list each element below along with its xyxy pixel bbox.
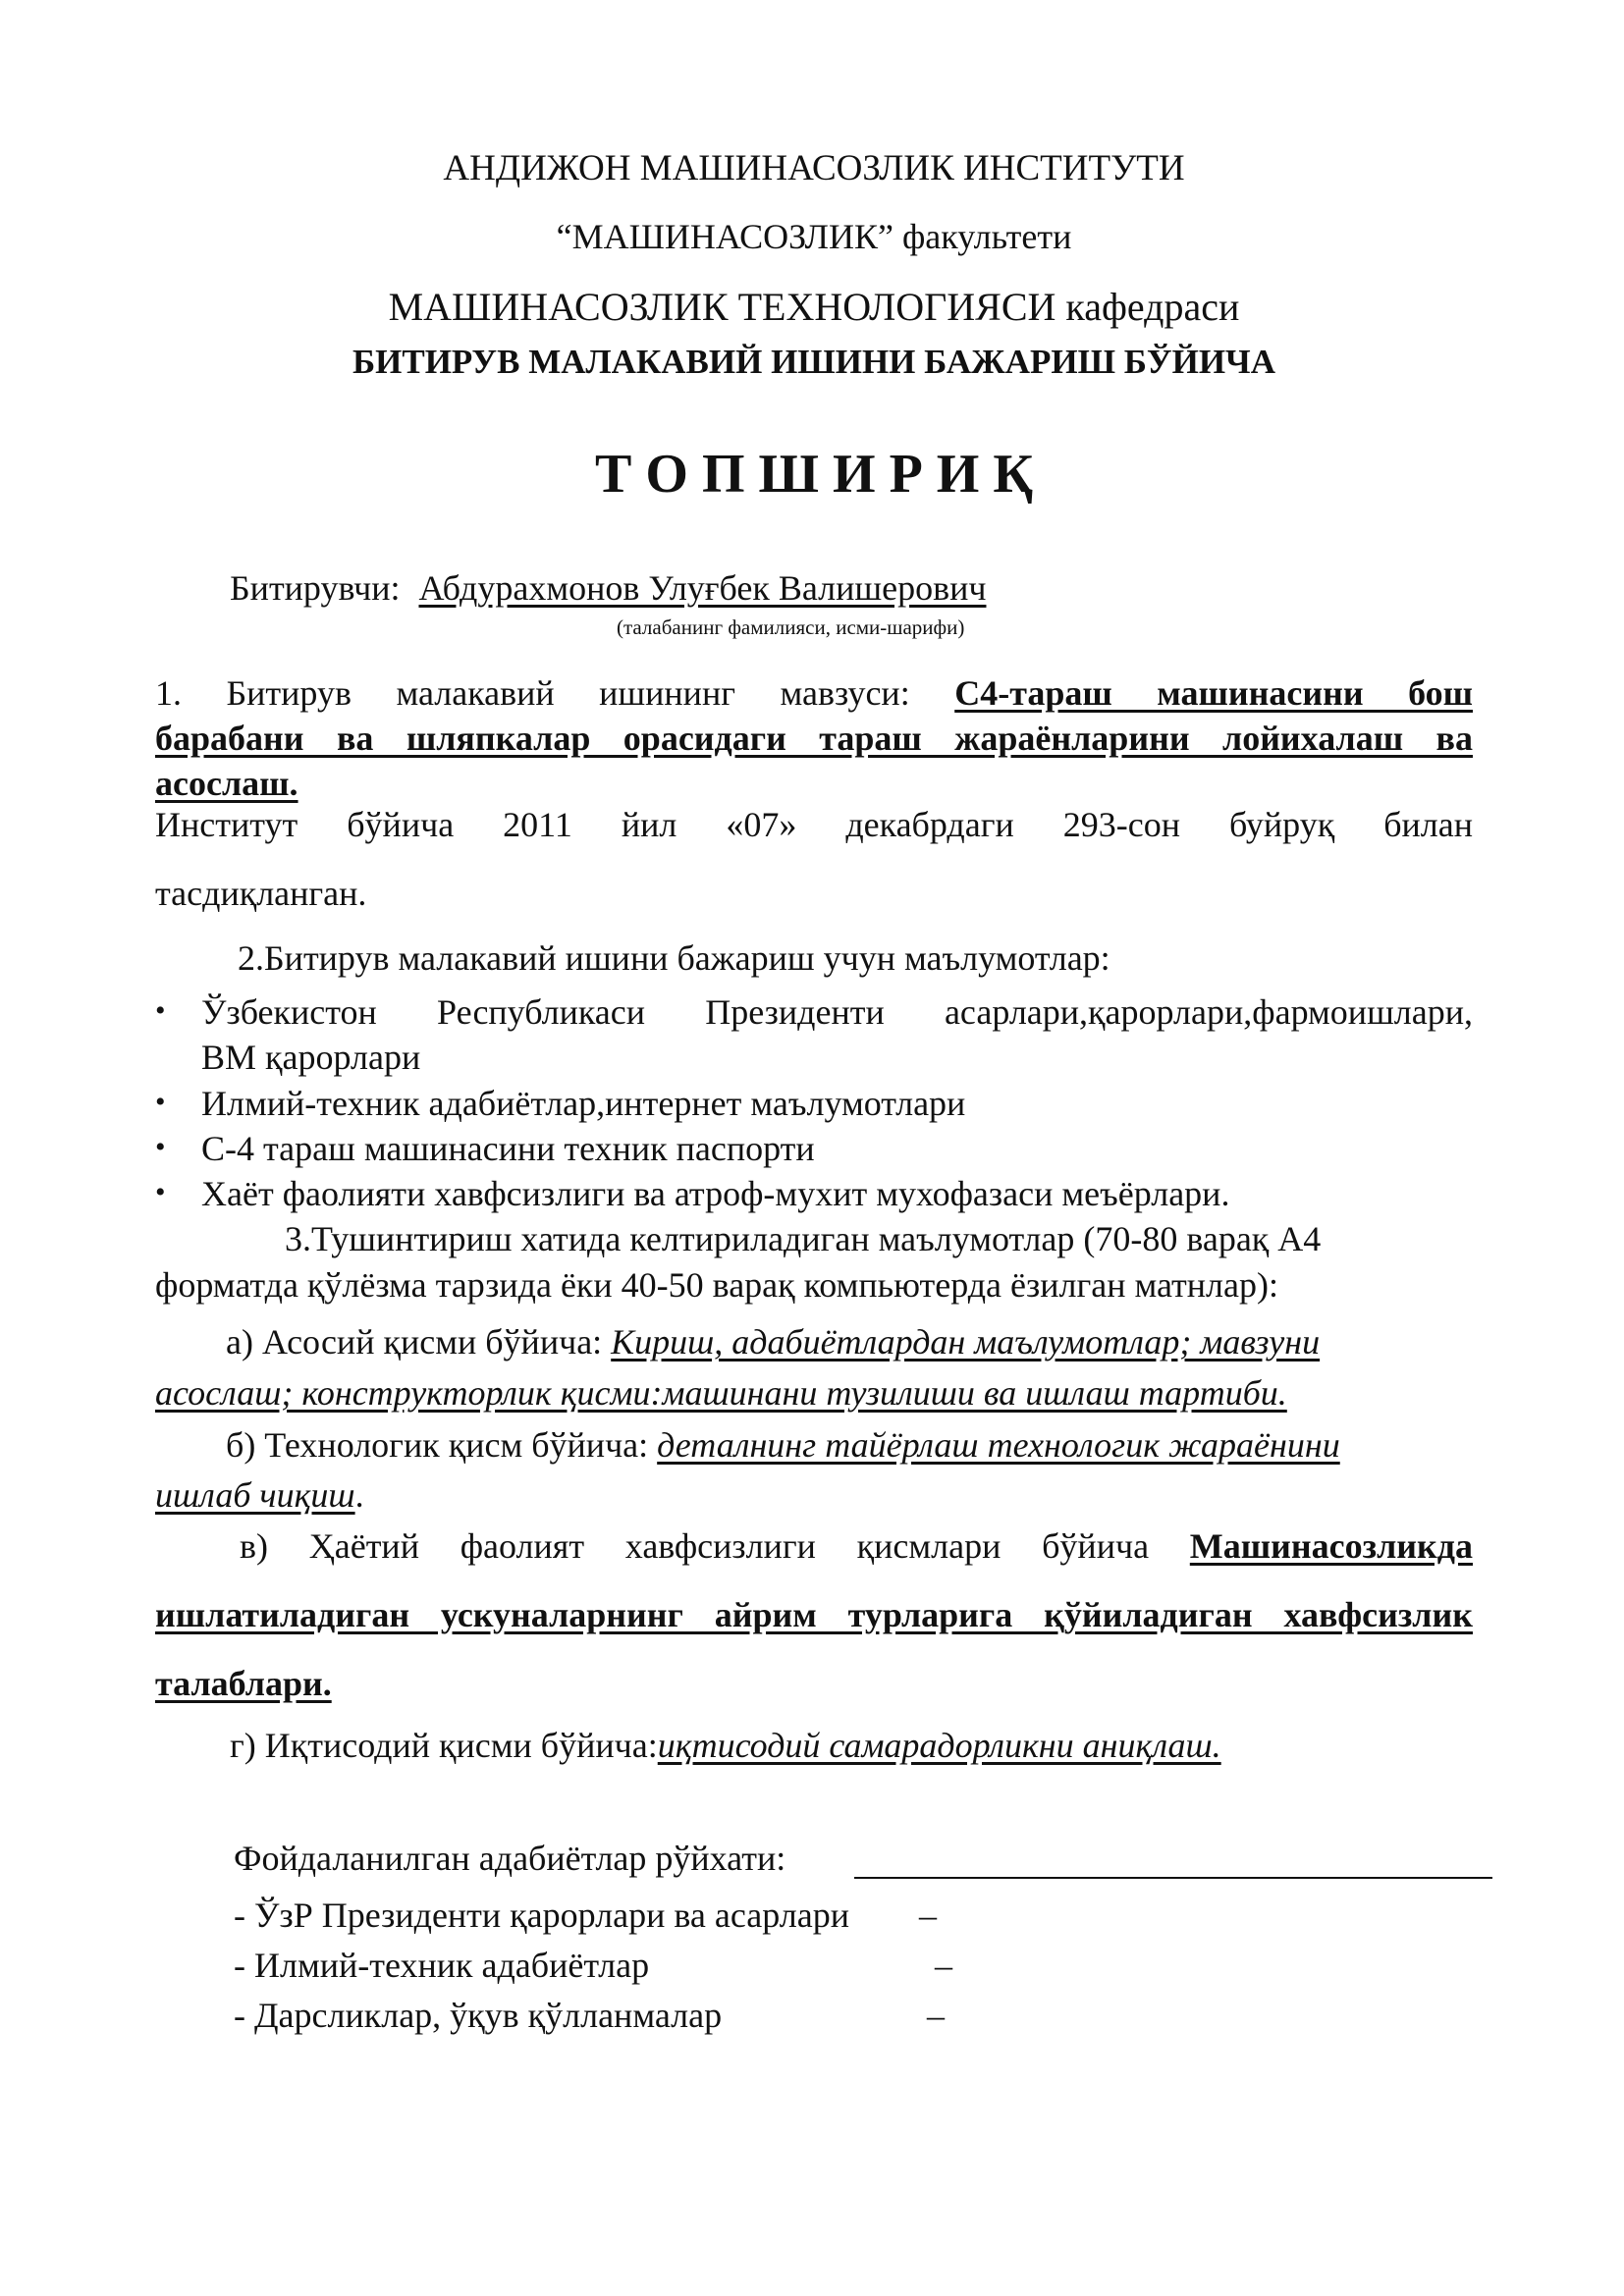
topic-line-1: [155, 672, 1473, 715]
safety-part-label: в) Ҳаётий фаолият хавфсизлиги қисмлари бўйича: [240, 1526, 1150, 1566]
data-item-3: С-4 тараш машинасини техник паспорти: [201, 1129, 815, 1168]
document-title: Т О П Ш И Р И Қ: [595, 444, 1033, 505]
literature-item-3: - Дарсликлар, ўқув қўлланмалар: [234, 1996, 723, 2035]
topic-approval-end: тасдиқланган.: [155, 874, 367, 913]
note-section-heading: 3.Тушинтириш хатида келтириладиган маълумотлар (70-80 варақ А4: [285, 1219, 1322, 1258]
topic-title-part-1: С4-тараш машинасини бош: [954, 673, 1473, 713]
tech-part-line-cont: [155, 1474, 1473, 1517]
literature-item-2-dash: –: [935, 1946, 952, 1985]
literature-item-1: - ЎзР Президенти қарорлари ва асарлари: [234, 1896, 849, 1935]
document-subtitle: БИТИРУВ МАЛАКАВИЙ ИШИНИ БАЖАРИШ БЎЙИЧА: [352, 343, 1276, 381]
faculty-name: “МАШИНАСОЗЛИК” факультети: [556, 217, 1072, 256]
economic-part-text: иқтисодий самарадорликни аниқлаш.: [657, 1726, 1221, 1765]
literature-item-1-dash: –: [919, 1896, 937, 1935]
data-item-1-cont: ВМ қарорлари: [201, 1038, 421, 1077]
literature-heading: Фойдаланилган адабиётлар рўйхати:: [234, 1839, 786, 1878]
tech-part-line: [226, 1424, 1473, 1467]
literature-blank-line: [854, 1877, 1492, 1879]
tech-part-end: .: [354, 1475, 364, 1515]
safety-part-text: Машинасозликда: [1189, 1526, 1473, 1566]
tech-part-text-cont: ишлаб чиқиш: [155, 1475, 355, 1515]
topic-approval: Институт бўйича 2011 йил «07» декабрдаги 293-сон буйруқ билан: [155, 805, 1473, 844]
safety-part-text-end: талаблари.: [155, 1664, 332, 1703]
bullet-icon: •: [155, 994, 166, 1027]
literature-item-3-dash: –: [927, 1996, 945, 2035]
economic-part-label: г) Иқтисодий қисми бўйича:: [230, 1726, 658, 1765]
department-name: МАШИНАСОЗЛИК ТЕХНОЛОГИЯСИ кафедраси: [388, 285, 1240, 329]
literature-item-2: - Илмий-техник адабиётлар: [234, 1946, 650, 1985]
student-line: [230, 567, 1473, 610]
safety-part-text-cont: ишлатиладиган ускуналарнинг айрим турларига қўйиладиган хавфсизлик: [155, 1595, 1473, 1634]
bullet-icon: •: [155, 1176, 166, 1208]
main-part-label: а) Асосий қисми бўйича:: [226, 1322, 603, 1362]
tech-part-label: б) Технологик қисм бўйича:: [226, 1425, 649, 1465]
student-name: Абдурахмонов Улуғбек Валишерович: [418, 568, 987, 608]
topic-title-part-3: асослаш.: [155, 764, 298, 803]
safety-part-line: [240, 1525, 1473, 1568]
institute-name: АНДИЖОН МАШИНАСОЗЛИК ИНСТИТУТИ: [443, 148, 1185, 188]
data-section-heading: 2.Битирув малакавий ишини бажариш учун маълумотлар:: [238, 938, 1110, 978]
tech-part-text: деталнинг тайёрлаш технологик жараёнини: [657, 1425, 1340, 1465]
student-caption: (талабанинг фамилияси, исми-шарифи): [617, 615, 965, 639]
topic-title-part-2: барабани ва шляпкалар орасидаги тараш жараёнларини лойихалаш ва: [155, 719, 1473, 758]
main-part-line: [226, 1321, 1473, 1363]
data-item-4: Хаёт фаолияти хавфсизлиги ва атроф-мухит мухофазаси меъёрлари.: [201, 1174, 1230, 1213]
data-item-2: Илмий-техник адабиётлар,интернет маълумотлари: [201, 1084, 966, 1123]
student-label: Битирувчи:: [230, 568, 401, 608]
economic-part-line: [230, 1725, 1473, 1767]
main-part-text-cont: асослаш; конструкторлик қисми:машинани тузилиши ва ишлаш тартиби.: [155, 1373, 1287, 1413]
note-section-heading-cont: форматда қўлёзма тарзида ёки 40-50 варақ компьютерда ёзилган матнлар):: [155, 1265, 1278, 1305]
bullet-icon: •: [155, 1131, 166, 1163]
bullet-icon: •: [155, 1086, 166, 1118]
data-item-1: Ўзбекистон Республикаси Президенти асарлари,қарорлари,фармоишлари,: [201, 992, 1473, 1032]
main-part-text: Кириш, адабиётлардан маълумотлар; мавзуни: [611, 1322, 1321, 1362]
topic-prefix: 1. Битирув малакавий ишининг мавзуси:: [155, 673, 910, 713]
